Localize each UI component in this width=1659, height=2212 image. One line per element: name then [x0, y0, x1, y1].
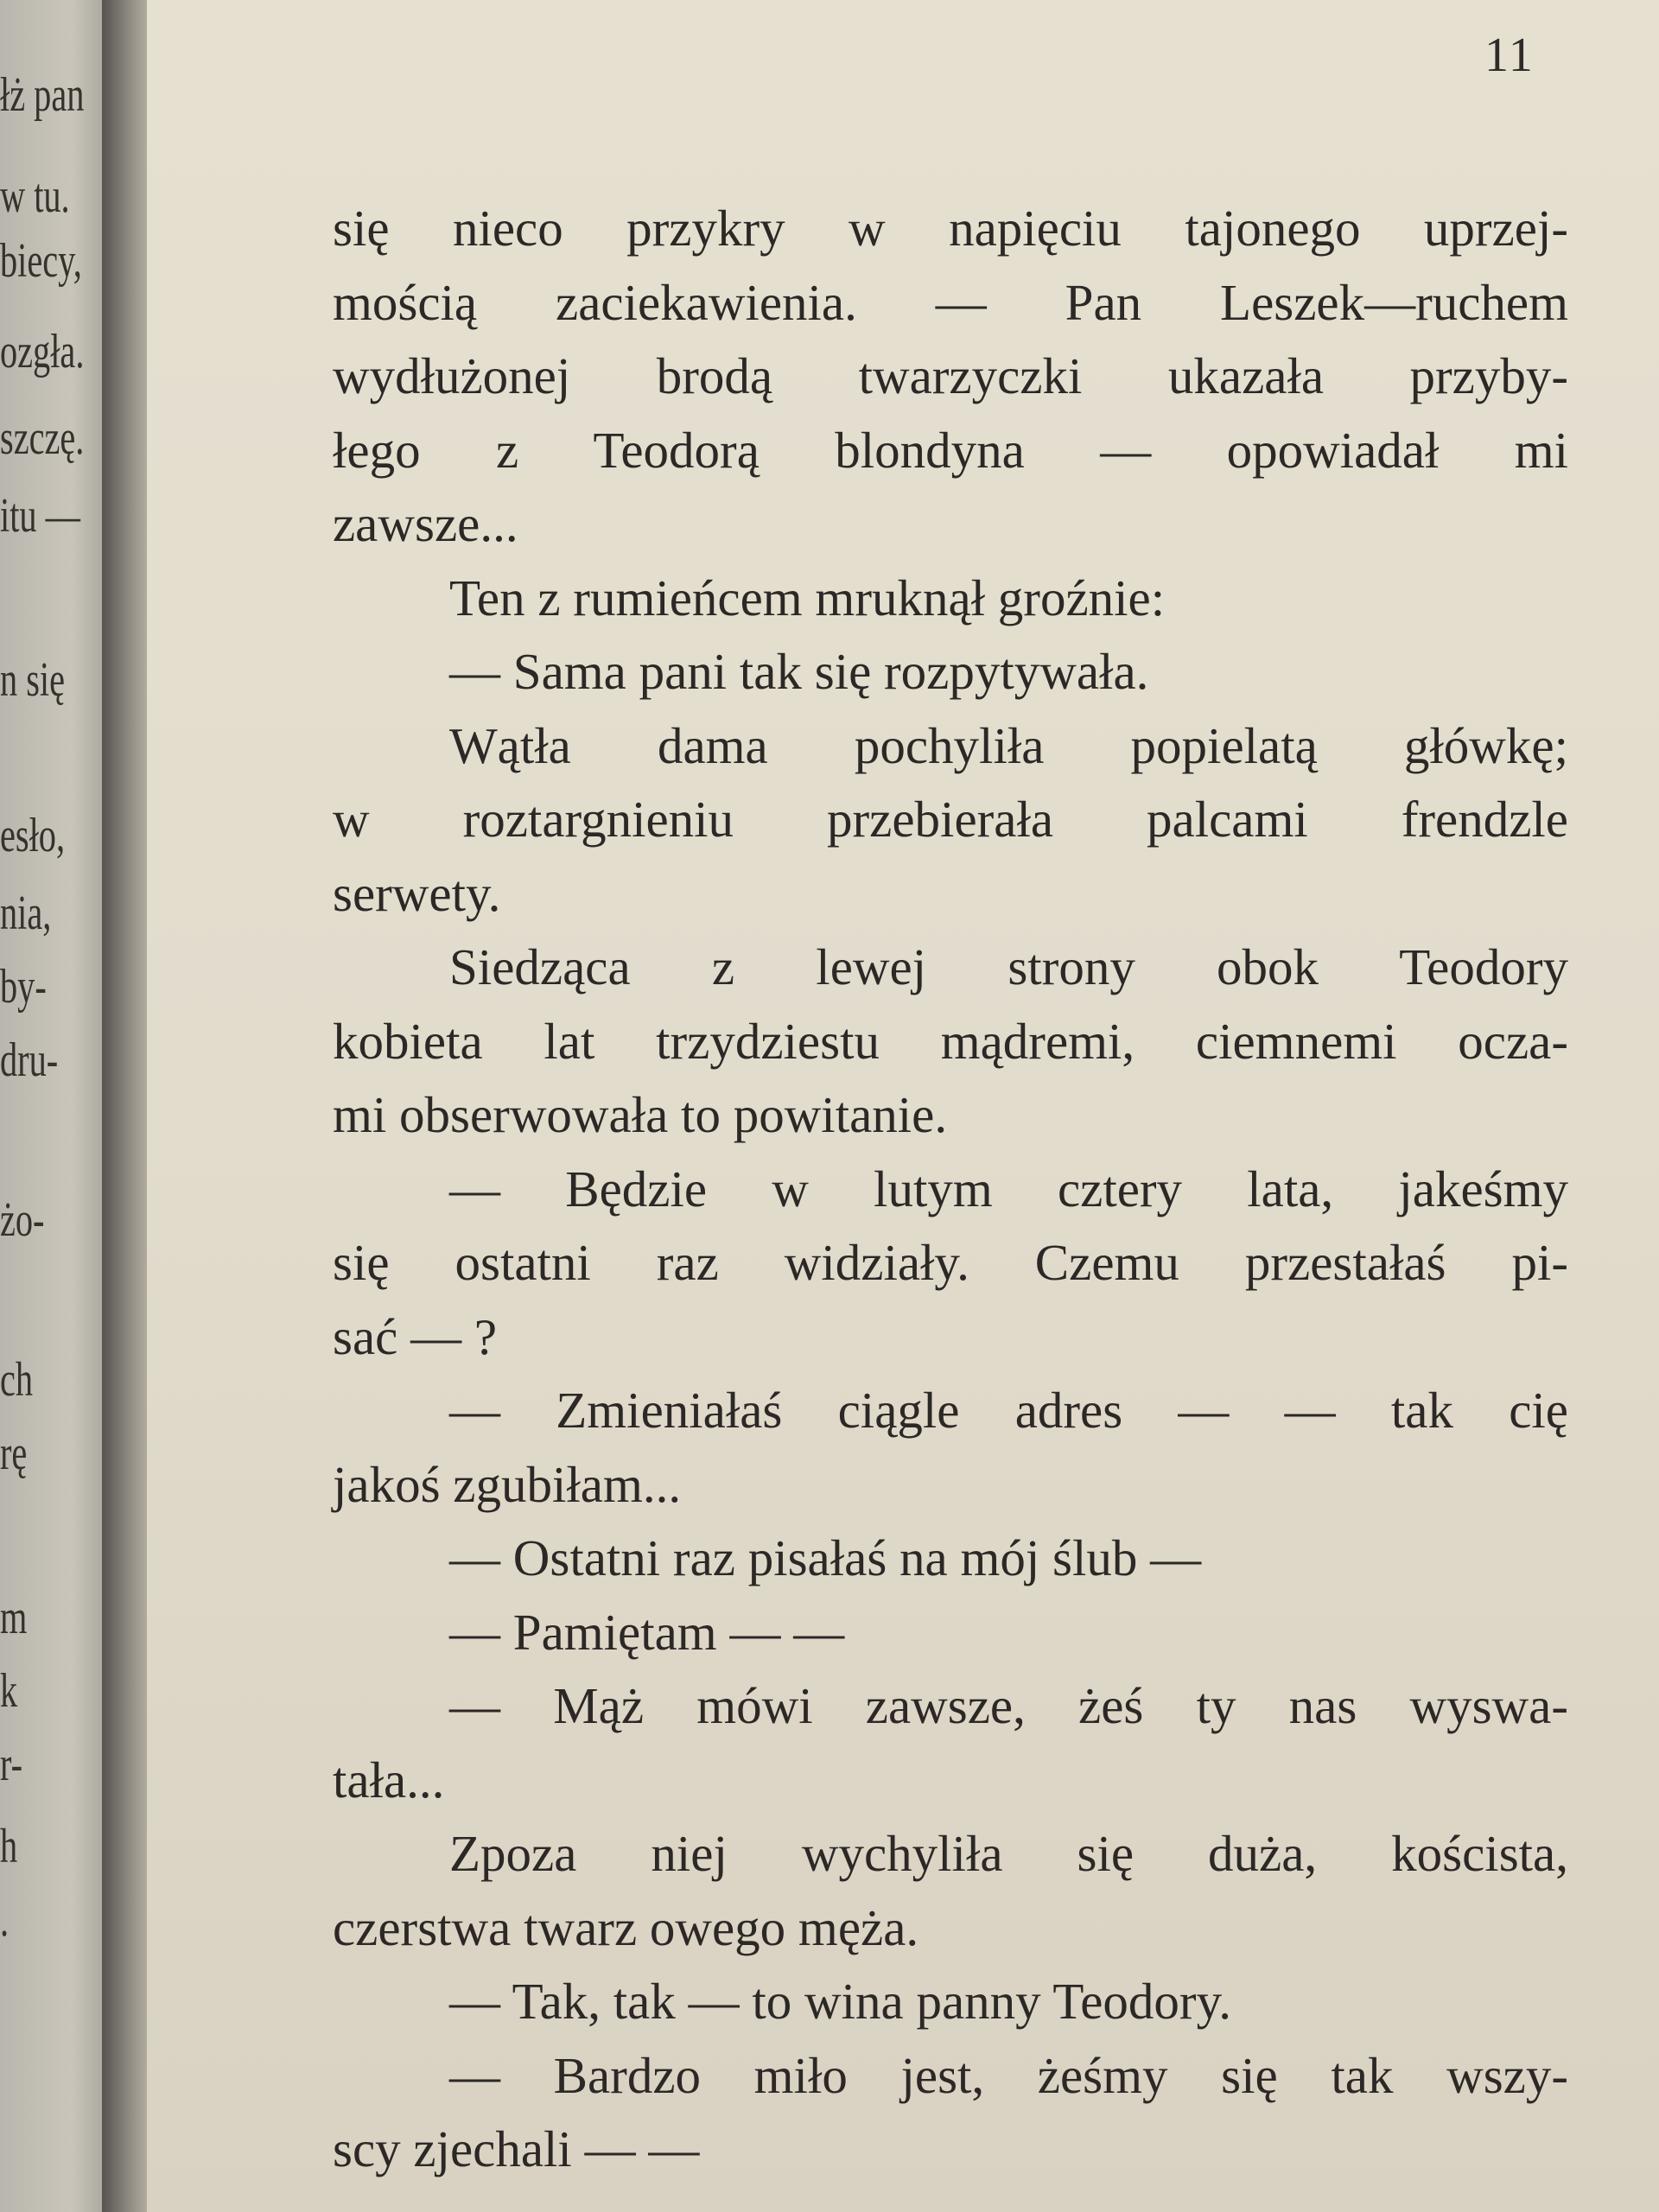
- facing-page-fragment: n się: [0, 653, 66, 707]
- text-line: — Tak, tak — to wina panny Teodory.: [449, 1973, 1231, 2030]
- facing-page-fragment: itu —: [0, 489, 80, 543]
- facing-page-fragment: rę: [0, 1427, 28, 1480]
- facing-page-fragment: ozgła.: [0, 325, 85, 378]
- page-number: 11: [1484, 29, 1535, 82]
- facing-page-fragment: r-: [0, 1738, 23, 1791]
- facing-page-fragment: m: [0, 1591, 28, 1644]
- facing-page-fragment: szczę.: [0, 411, 85, 465]
- facing-page-fragment: by-: [0, 960, 47, 1014]
- facing-page-fragment: k: [0, 1664, 18, 1718]
- facing-page-fragment: esło,: [0, 809, 66, 862]
- text-line: — Zmieniałaś ciągle adres — — tak cię: [449, 1382, 1568, 1439]
- text-line: mi obserwowała to powitanie.: [333, 1086, 948, 1143]
- facing-page-fragment: żo-: [0, 1193, 45, 1247]
- text-line: — Ostatni raz pisałaś na mój ślub —: [449, 1529, 1202, 1586]
- text-line: sać — ?: [333, 1307, 498, 1365]
- text-line: kobieta lat trzydziestu mądremi, ciemnemi ocza-: [333, 1012, 1568, 1070]
- text-line: w roztargnieniu przebierała palcami frendzle: [333, 791, 1568, 848]
- text-line: się ostatni raz widziały. Czemu przestałaś pi-: [333, 1234, 1568, 1291]
- facing-page-fragment: łż pan: [0, 68, 85, 122]
- text-line: — Bardzo miło jest, żeśmy się tak wszy-: [449, 2046, 1568, 2104]
- facing-page-fragment: h: [0, 1820, 18, 1873]
- text-line: tała...: [333, 1751, 445, 1808]
- text-line: wydłużonej brodą twarzyczki ukazała przyby-: [333, 347, 1568, 404]
- facing-page-fragment: w tu.: [0, 169, 70, 223]
- text-line: łego z Teodorą blondyna — opowiadał mi: [333, 421, 1568, 479]
- facing-page-fragment: dru-: [0, 1033, 59, 1087]
- facing-page-fragment: ch: [0, 1353, 34, 1407]
- text-line: scy zjechali — —: [333, 2120, 700, 2177]
- text-line: czerstwa twarz owego męża.: [333, 1898, 919, 1956]
- text-line: serwety.: [333, 864, 501, 922]
- facing-page-fragment: nia,: [0, 887, 52, 940]
- text-line: Zpoza niej wychyliła się duża, koścista,: [449, 1825, 1568, 1882]
- text-line: Ten z rumieńcem mruknął groźnie:: [449, 569, 1166, 626]
- text-line: jakoś zgubiłam...: [333, 1455, 682, 1513]
- text-line: — Pamiętam — —: [449, 1603, 845, 1661]
- text-line: zawsze...: [333, 495, 518, 552]
- facing-page-fragment: .: [0, 1893, 10, 1947]
- facing-page-fragment: biecy,: [0, 234, 82, 288]
- text-line: Wątła dama pochyliła popielatą główkę;: [449, 716, 1568, 774]
- text-line: — Sama pani tak się rozpytywała.: [449, 643, 1149, 700]
- text-line: się nieco przykry w napięciu tajonego uprzej-: [333, 200, 1568, 257]
- page-text: [333, 192, 1568, 2187]
- text-line: — Mąż mówi zawsze, żeś ty nas wyswa-: [449, 1677, 1568, 1734]
- text-line: Siedząca z lewej strony obok Teodory: [449, 938, 1568, 995]
- text-line: mością zaciekawienia. — Pan Leszek—ruchem: [333, 273, 1568, 331]
- text-line: — Będzie w lutym cztery lata, jakeśmy: [449, 1160, 1568, 1217]
